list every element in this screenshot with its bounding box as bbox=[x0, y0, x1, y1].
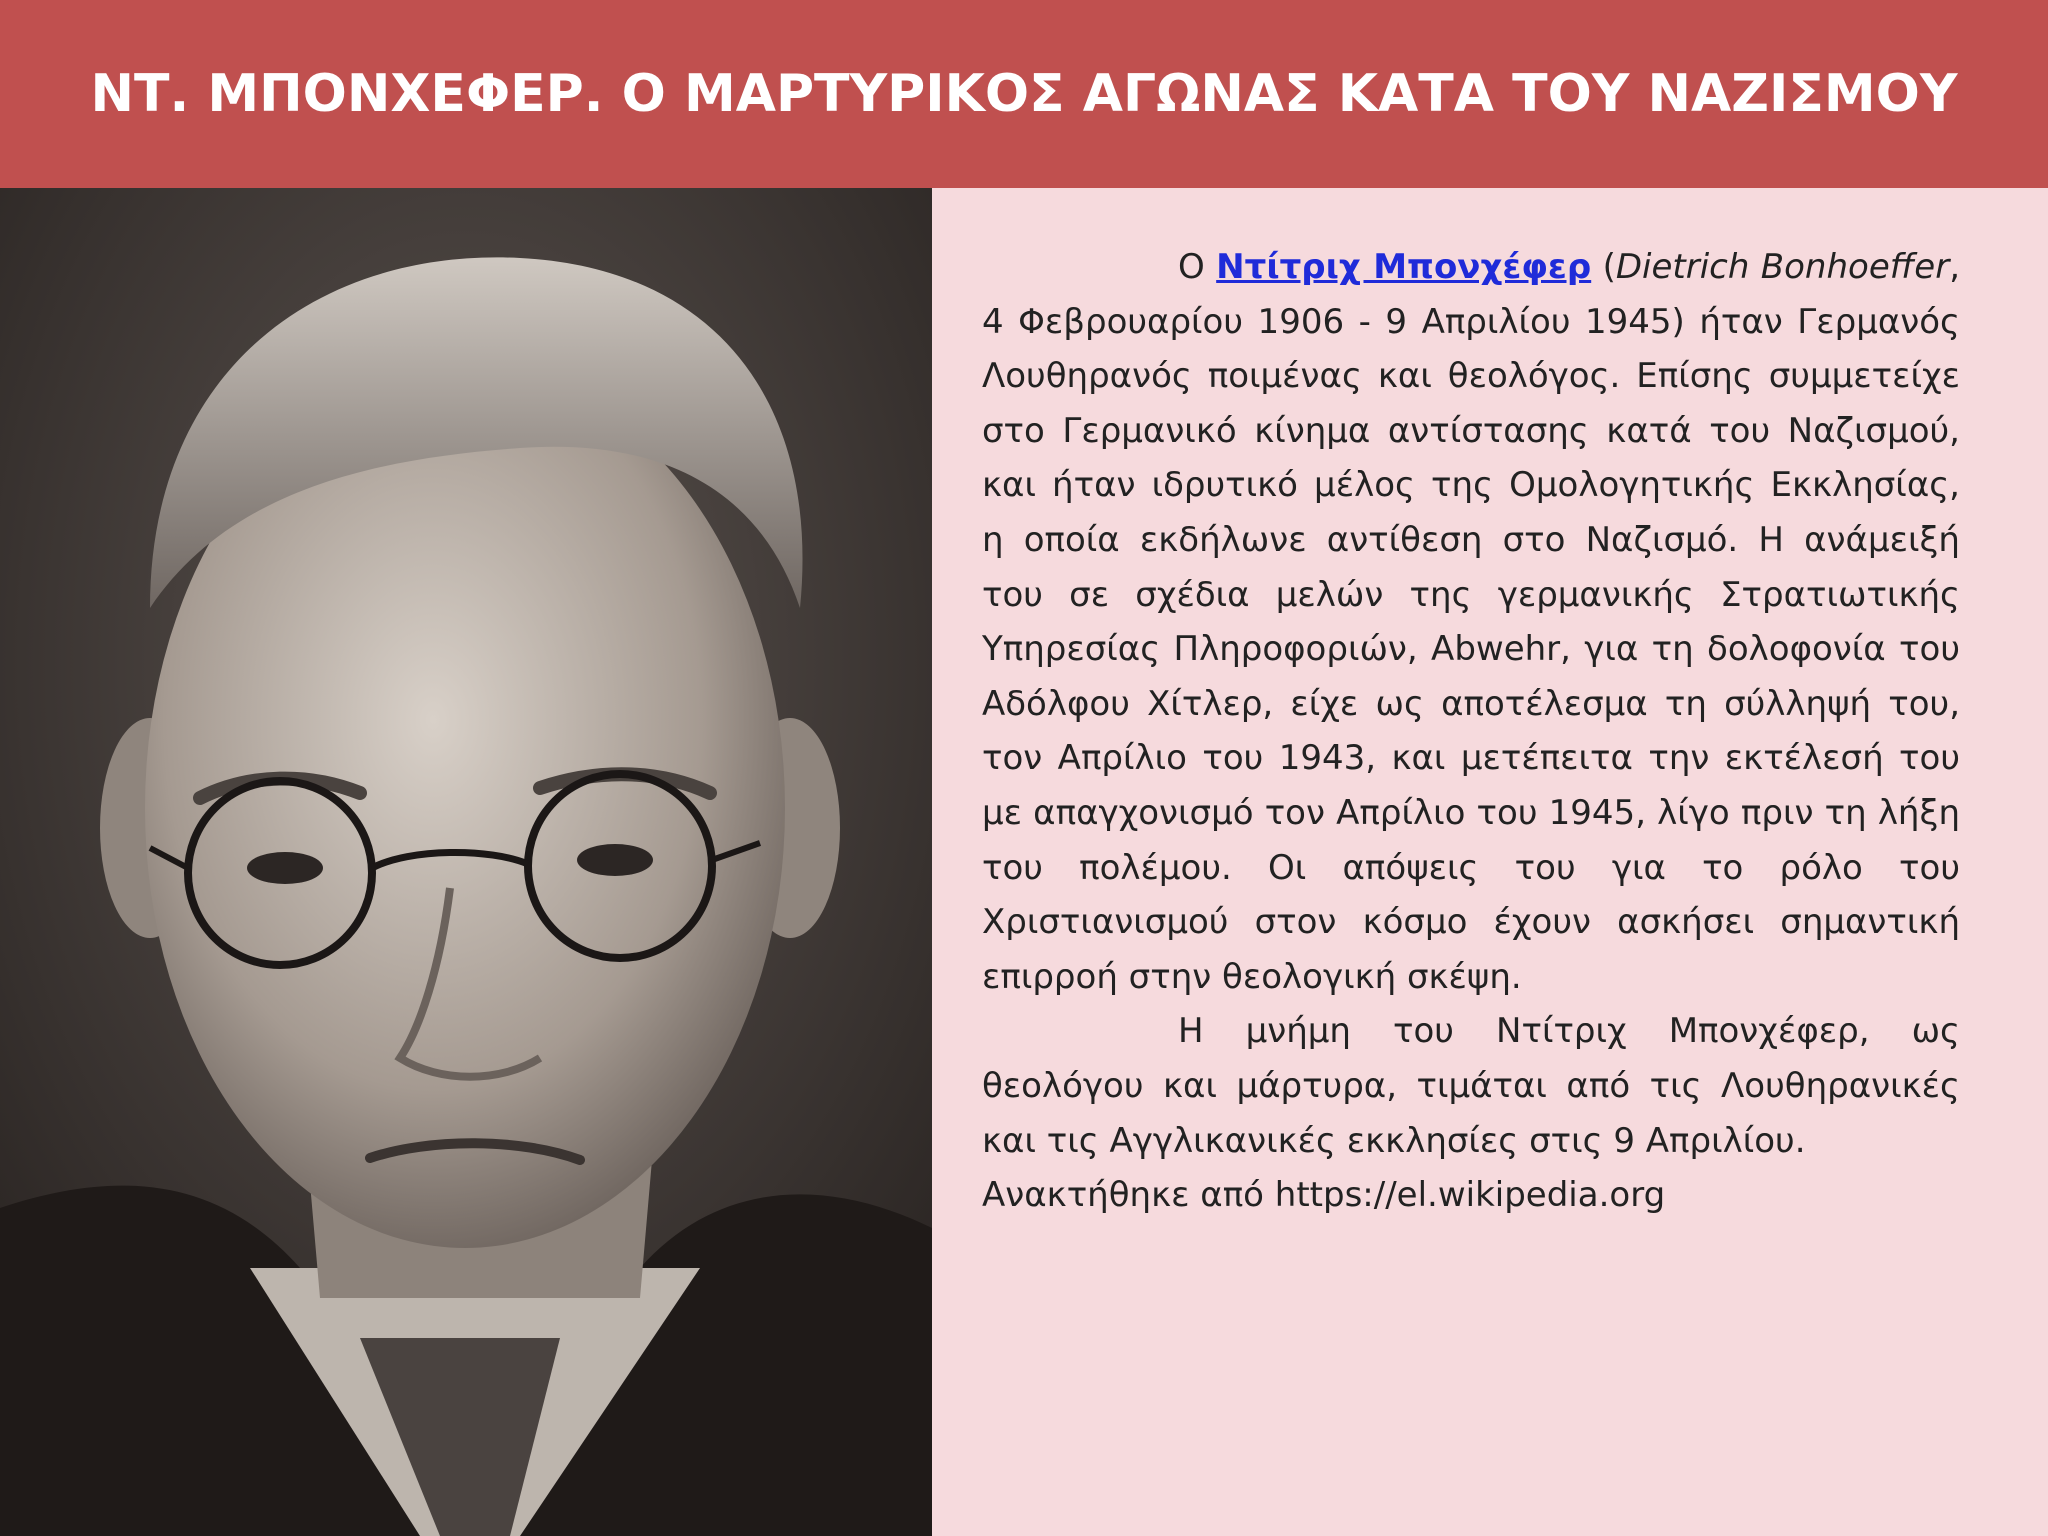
paragraph-memory-text: Η μνήμη του Ντίτριχ Μπονχέφερ, ως θεολόγου και μάρτυρα, τιμάται από τις Λουθηρανικές και τις Αγγλικανικές εκκλησίες στις 9 Απριλίου. bbox=[982, 1011, 1960, 1161]
portrait-illustration bbox=[0, 188, 932, 1536]
source-line bbox=[982, 1168, 1960, 1223]
wiki-link-bonhoeffer[interactable]: Ντίτριχ Μπονχέφερ bbox=[1216, 247, 1592, 287]
name-latin: Dietrich Bonhoeffer bbox=[1615, 247, 1950, 287]
portrait-photo bbox=[0, 188, 932, 1536]
paragraph-body: , 4 Φεβρουαρίου 1906 - 9 Απριλίου 1945) ήταν Γερμανός Λουθηρανός ποιμένας και θεολόγος. Επίσης συμμετείχε στο Γερμανικό κίνημα αντίστασης κατά του Ναζισμού, και ήταν ιδρυτικό μέλος της Ομολογητικής Εκκλησίας, η οποία εκδήλωνε αντίθεση στο Ναζισμό. Η ανάμειξή του σε σχέδια μελών της γερμανικής Στρατιωτικής Υπηρεσίας Πληροφοριών, Abwehr, για τη δολοφονία του Αδόλφου Χίτλερ, είχε ως αποτέλεσμα τη σύλληψή του, τον Απρίλιο του 1943, και μετέπειτα την εκτέλεσή του με απαγχονισμό τον Απρίλιο του 1945, λίγο πριν τη λήξη του πολέμου. Οι απόψεις του για το ρόλο του Χριστιανισμού στον κόσμο έχουν ασκήσει σημαντική επιρροή στην θεολογική σκέψη. bbox=[982, 247, 1960, 997]
source-text: Ανακτήθηκε από https://el.wikipedia.org bbox=[982, 1175, 1666, 1216]
paragraph-biography bbox=[982, 240, 1960, 1004]
title-bar bbox=[0, 0, 2048, 188]
slide-title: ΝΤ. ΜΠΟΝΧΕΦΕΡ. Ο ΜΑΡΤΥΡΙΚΟΣ ΑΓΩΝΑΣ ΚΑΤΑ ΤΟΥ ΝΑΖΙΣΜΟΥ bbox=[90, 64, 1958, 124]
article-body bbox=[982, 240, 1960, 1223]
paragraph-lead: Ο bbox=[1178, 247, 1217, 287]
open-paren: ( bbox=[1591, 247, 1616, 287]
text-panel bbox=[932, 188, 2048, 1536]
paragraph-memory bbox=[982, 1004, 1960, 1168]
